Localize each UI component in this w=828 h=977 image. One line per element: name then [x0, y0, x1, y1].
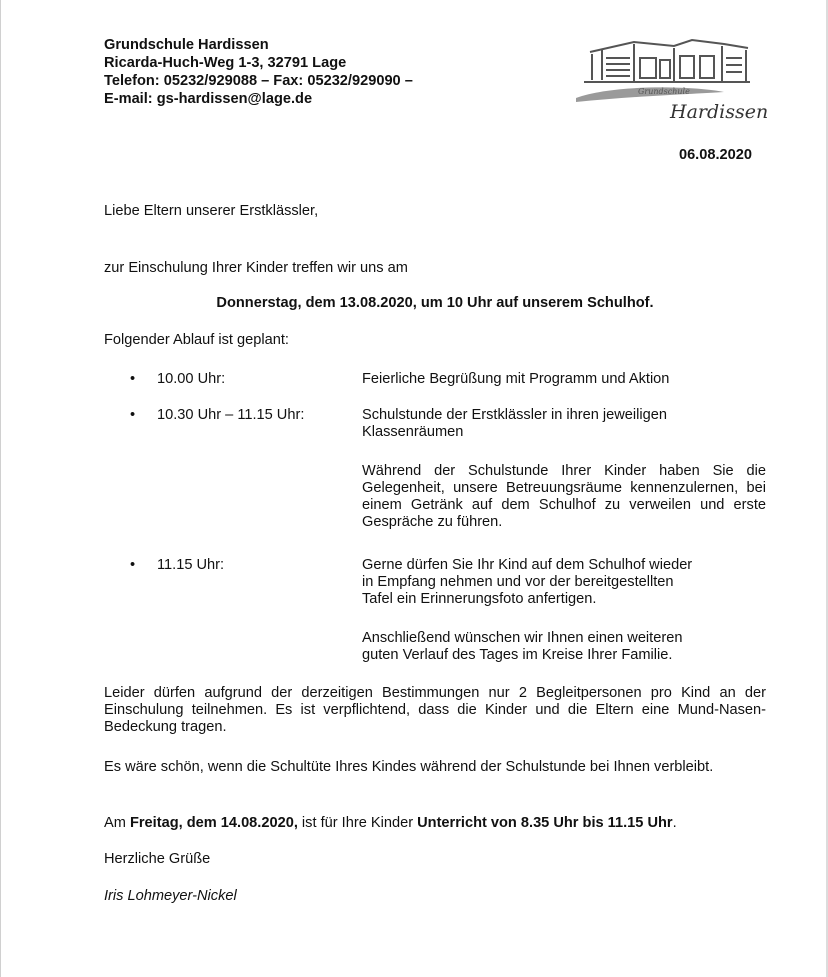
intro-text: zur Einschulung Ihrer Kinder treffen wir uns am: [104, 260, 408, 276]
school-email: E-mail: gs-hardissen@lage.de: [104, 91, 313, 107]
school-logo: [574, 32, 769, 126]
letterhead: [104, 36, 413, 108]
schedule-note-line: Anschließend wünschen wir Ihnen einen weiteren: [362, 630, 683, 646]
schedule-note-line: guten Verlauf des Tages im Kreise Ihrer Familie.: [362, 647, 673, 663]
bullet-3: •: [130, 557, 136, 573]
schedule-intro: Folgender Ablauf ist geplant:: [104, 332, 289, 348]
schedule-desc-line: Klassenräumen: [362, 424, 464, 440]
logo-small-text: Grundschule: [638, 87, 690, 96]
logo-script-text: Hardissen: [670, 101, 769, 123]
greeting: Liebe Eltern unserer Erstklässler,: [104, 203, 319, 219]
schedule-time-1: 10.00 Uhr:: [157, 371, 226, 387]
paragraph-rules: Leider dürfen aufgrund der derzeitigen Bestimmungen nur 2 Begleitpersonen pro Kind an der Einschulung teilnehmen. Es ist verpflichtend, dass die Kinder und die Eltern eine Mund-Nasen-Bedeckung tragen.: [104, 685, 766, 735]
schedule-desc-line: Feierliche Begrüßung mit Programm und Aktion: [362, 371, 670, 387]
friday-lesson-time: Unterricht von 8.35 Uhr bis 11.15 Uhr: [417, 815, 673, 831]
school-address: Ricarda-Huch-Weg 1-3, 32791 Lage: [104, 55, 347, 71]
school-phone: Telefon: 05232/929088 – Fax: 05232/929090 –: [104, 73, 413, 89]
friday-date: Freitag, dem 14.08.2020,: [129, 815, 298, 831]
event-line: Donnerstag, dem 13.08.2020, um 10 Uhr auf unserem Schulhof.: [216, 295, 654, 311]
friday-suffix: .: [672, 815, 677, 831]
page-edge-left: [0, 0, 1, 977]
schedule-desc-line: Schulstunde der Erstklässler in ihren jeweiligen: [362, 407, 668, 423]
friday-paragraph: [104, 815, 766, 832]
schedule-desc-line: Gerne dürfen Sie Ihr Kind auf dem Schulhof wieder: [362, 557, 693, 573]
school-name: Grundschule Hardissen: [104, 37, 269, 53]
friday-prefix: Am: [104, 815, 130, 831]
schedule-note-3: [362, 630, 766, 664]
schedule-desc-3: [362, 557, 766, 608]
closing: Herzliche Grüße: [104, 851, 211, 867]
bullet-1: •: [130, 371, 136, 387]
schedule-time-3: 11.15 Uhr:: [157, 557, 225, 573]
schedule-desc-line: Tafel ein Erinnerungsfoto anfertigen.: [362, 591, 597, 607]
paragraph-cone: Es wäre schön, wenn die Schultüte Ihres Kindes während der Schulstunde bei Ihnen verbleibt.: [104, 759, 714, 775]
schedule-desc-line: in Empfang nehmen und vor der bereitgestellten: [362, 574, 674, 590]
schedule-time-2: 10.30 Uhr – 11.15 Uhr:: [157, 407, 305, 423]
signature: Iris Lohmeyer-Nickel: [104, 888, 237, 904]
schedule-desc-2: [362, 407, 766, 441]
schedule-desc-1: [362, 371, 766, 388]
bullet-2: •: [130, 407, 136, 423]
schedule-note-2: Während der Schulstunde Ihrer Kinder haben Sie die Gelegenheit, unsere Betreuungsräume kennenzulernen, bei einem Getränk auf dem Schulhof zu verweilen und erste Gespräche zu führen.: [362, 463, 766, 530]
letter-date: 06.08.2020: [678, 147, 752, 163]
friday-middle: ist für Ihre Kinder: [297, 815, 418, 831]
